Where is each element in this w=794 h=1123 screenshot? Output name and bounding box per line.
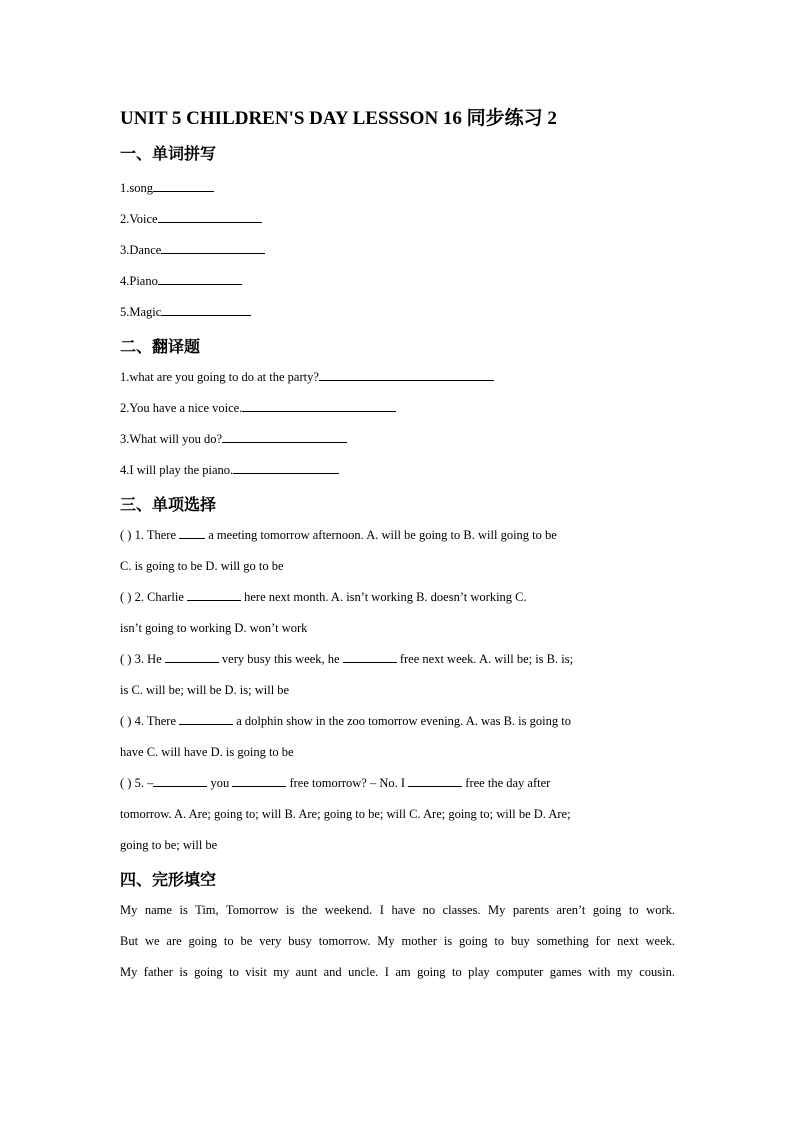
- answer-blank[interactable]: [165, 650, 219, 663]
- section-heading-translation: 二、翻译题: [120, 337, 201, 356]
- cloze-passage: [120, 895, 675, 988]
- answer-paren[interactable]: ( ): [120, 528, 132, 542]
- list-item: 1.song: [120, 173, 675, 204]
- answer-blank[interactable]: [233, 461, 339, 474]
- multiple-choice-list: [120, 520, 675, 861]
- list-item: 3.What will you do?: [120, 424, 675, 455]
- answer-blank[interactable]: [153, 774, 207, 787]
- answer-blank[interactable]: [187, 588, 241, 601]
- question-5: ( ) 5. – you free tomorrow? – No. I free the day after tomorrow. A. Are; going to; will B. Are; going to be; will C. Are; going to; will be D. Are; going to be; will be: [120, 776, 571, 852]
- passage-line: But we are going to be very busy tomorrow. My mother is going to buy something for next week.: [120, 934, 675, 948]
- passage-line: My father is going to visit my aunt and uncle. I am going to play computer games with my cousin.: [120, 965, 675, 979]
- list-item: 3.Dance: [120, 235, 675, 266]
- answer-blank[interactable]: [161, 241, 265, 254]
- list-item: 4.I will play the piano.: [120, 455, 675, 486]
- answer-blank[interactable]: [158, 210, 262, 223]
- answer-blank[interactable]: [319, 368, 494, 381]
- answer-blank[interactable]: [179, 712, 233, 725]
- answer-paren[interactable]: ( ): [120, 776, 132, 790]
- list-item: 1.what are you going to do at the party?: [120, 362, 675, 393]
- page-title: UNIT 5 CHILDREN'S DAY LESSSON 16 同步练习 2: [120, 108, 557, 129]
- spelling-list: [120, 173, 675, 328]
- answer-blank[interactable]: [161, 303, 251, 316]
- answer-blank[interactable]: [222, 430, 347, 443]
- section-heading-cloze: 四、完形填空: [120, 870, 217, 889]
- list-item: 4.Piano: [120, 266, 675, 297]
- list-item: 5.Magic: [120, 297, 675, 328]
- list-item: 2.You have a nice voice.: [120, 393, 675, 424]
- question-1: ( ) 1. There a meeting tomorrow afternoon. A. will be going to B. will going to be C. is going to be D. will go to be: [120, 528, 557, 573]
- passage-line: My name is Tim, Tomorrow is the weekend. I have no classes. My parents aren’t going to work.: [120, 903, 675, 917]
- answer-blank[interactable]: [242, 399, 396, 412]
- translation-list: [120, 362, 675, 486]
- answer-blank[interactable]: [232, 774, 286, 787]
- question-3: ( ) 3. He very busy this week, he free next week. A. will be; is B. is; is C. will be; will be D. is; will be: [120, 652, 574, 697]
- question-4: ( ) 4. There a dolphin show in the zoo tomorrow evening. A. was B. is going to have C. will have D. is going to be: [120, 714, 571, 759]
- section-heading-multiple-choice: 三、单项选择: [120, 495, 217, 514]
- section-heading-spelling: 一、单词拼写: [120, 144, 217, 163]
- answer-blank[interactable]: [343, 650, 397, 663]
- worksheet-content: [120, 104, 675, 988]
- answer-blank[interactable]: [408, 774, 462, 787]
- question-2: ( ) 2. Charlie here next month. A. isn’t working B. doesn’t working C. isn’t going to working D. won’t work: [120, 590, 527, 635]
- list-item: 2.Voice: [120, 204, 675, 235]
- answer-paren[interactable]: ( ): [120, 590, 132, 604]
- answer-paren[interactable]: ( ): [120, 714, 132, 728]
- answer-paren[interactable]: ( ): [120, 652, 132, 666]
- answer-blank[interactable]: [158, 272, 242, 285]
- answer-blank[interactable]: [179, 526, 205, 539]
- answer-blank[interactable]: [153, 179, 214, 192]
